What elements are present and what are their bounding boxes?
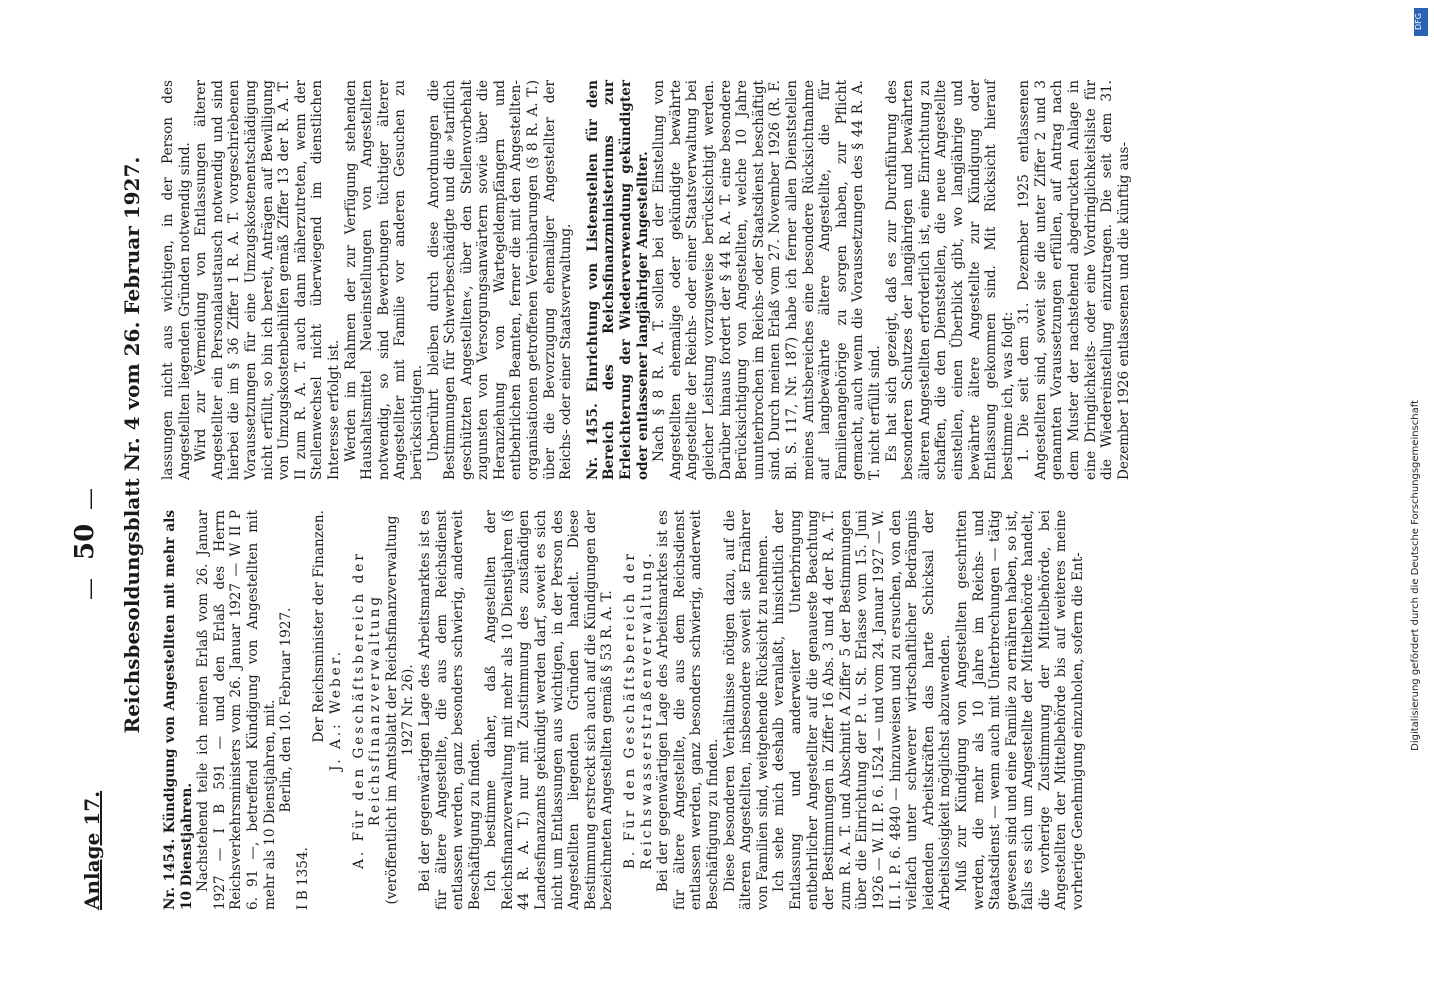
paragraph: Es hat sich gezeigt, daß es zur Durchführung des besonderen Schutzes der langjährigen und bewährten älteren Angestellten erforderlich ist, eine Einrichtung zu schaffen, die den Dienststellen, die neue Angestellte einstellen, einen Überblick gibt, wo langjährige und bewährte ältere Angestellte zur Kündigung oder Entlassung gekommen sind. Mit Rücksicht hierauf bestimme ich, was folgt: bbox=[883, 80, 1016, 480]
section-a-note: (veröffentlicht im Amtsblatt der Reichsfinanzverwaltung 1927 Nr. 26). bbox=[383, 515, 417, 905]
paragraph: Ich bestimme daher, daß Angestellten der Reichsfinanzverwaltung mit mehr als 10 Dienstjahren (§ 44 R. A. T.) nur mit Zustimmung des zuständigen Landesfinanzamts gekündigt werden darf, soweit es sich nicht um Entlassungen aus wichtigen, in der Person des Angestellten liegenden Gründen handelt. Diese Bestimmung erstreckt sich auch auf die Kündigungen der bezeichneten Angestellten gemäß § 53 R. A. T. bbox=[483, 510, 616, 910]
paragraph: Muß zur Kündigung von Angestellten geschritten werden, die mehr als 10 Jahre im Reichs- und Staatsdienst — wenn auch mit Unterbrechungen — tätig gewesen sind und eine Familie zu ernähren haben, so ist, falls es sich um Angestellte der Mittelbehörde handelt, die vorherige Zustimmung der Mittelbehörde, bei Angestellten der Mittelbehörde bis auf weiteres meine vorherige Genehmigung einzuholen, sofern die Ent- bbox=[953, 510, 1087, 910]
page-header bbox=[60, 50, 150, 950]
paragraph: Unberührt bleiben durch diese Anordnungen die Bestimmungen für Schwerbeschädigte und die »tariflich geschützten Angestellten«, über den Stellenvorbehalt zugunsten von Versorgungsanwärtern sowie über die Heranziehung von Wartegeldempfängern und entbehrlichen Beamten, ferner die mit den Angestellten-organisationen getroffenen Vereinbarungen (§ 8 R. A. T.) über die Bevorzugung ehemaliger Angestellter der Reichs- oder einer Staatsverwaltung. bbox=[425, 80, 575, 480]
nr-1454-title: Nr. 1454. Kündigung von Angestellten mit mehr als 10 Dienstjahren. bbox=[162, 510, 195, 910]
page-dash-right: — bbox=[78, 488, 103, 510]
paragraph: Nach § 8 R. A. T. sollen bei der Einstellung von Angestellten ehemalige oder gekündigte bewährte Angestellte der Reichs- oder einer Staatsverwaltung bei gleicher Leistung vorzugsweise berücksichtigt werden. Darüber hinaus fordert der § 44 R. A. T. eine besondere Berücksichtigung von Angestellten, welche 10 Jahre ununterbrochen im Reichs- oder Staatsdienst beschäftigt sind. Durch meinen Erlaß vom 27. November 1926 (R. F. Bl. S. 117, Nr. 187) habe ich ferner allen Dienststellen meines Amtsbereiches eine besondere Rücksichtnahme auf langbewährte ältere Angestellte, die für Familienangehörige zu sorgen haben, zur Pflicht gemacht, auch wenn die Voraussetzungen des § 44 R. A. T. nicht erfüllt sind. bbox=[651, 80, 883, 480]
right-column bbox=[160, 80, 1132, 480]
paragraph: 1. Die seit dem 31. Dezember 1925 entlassenen Angestellten sind, soweit sie die unter Ziffer 2 und 3 genannten Voraussetzungen erfüllen, auf Antrag nach dem Muster der nachstehend abgedruckten Anlage in eine Dringlichkeits- oder eine Vordringlichkeitsliste für die Wiedereinstellung einzutragen. Die seit dem 31. Dezember 1926 entlassenen und die künftig aus- bbox=[1016, 80, 1132, 480]
digitization-sidenote bbox=[1402, 0, 1432, 1000]
left-column bbox=[160, 510, 1087, 910]
anlage-label: Anlage 17. bbox=[80, 790, 104, 910]
rotated-document-page bbox=[60, 50, 1380, 950]
paragraph: Wird zur Vermeidung von Entlassungen älterer Angestellter ein Personalaustausch notwendig und sind hierbei die im § 36 Ziffer 1 R. A. T. vorgeschriebenen Voraussetzungen für eine Umzugskostenentschädigung nicht erfüllt, so bin ich bereit, Anträgen auf Bewilligung von Umzugskostenbeihilfen gemäß Ziffer 13 der R. A. T. II zum R. A. T. auch dann näherzutreten, wenn der Stellenwechsel nicht überwiegend im dienstlichen Interesse erfolgt ist. bbox=[193, 80, 342, 480]
section-b-heading: B. Für den Geschäftsbereich der Reichswasserstraßenverwaltung. bbox=[622, 550, 655, 870]
paragraph: Bei der gegenwärtigen Lage des Arbeitsmarktes ist es für ältere Angestellte, die aus dem Reichsdienst entlassen werden, ganz besonders schwierig, anderweit Beschäftigung zu finden. bbox=[655, 510, 721, 910]
page-number: 50 bbox=[70, 523, 100, 560]
signature: J. A.: Weber. bbox=[327, 648, 344, 772]
page-dash-left: — bbox=[78, 578, 103, 600]
paragraph: lassungen nicht aus wichtigen, in der Person des Angestellten liegenden Gründen notwendig sind. bbox=[160, 80, 193, 480]
running-head: Reichsbesoldungsblatt Nr. 4 vom 26. Februar 1927. bbox=[120, 156, 144, 734]
dfg-logo: DFG bbox=[1414, 8, 1428, 36]
place-date: Berlin, den 10. Februar 1927. bbox=[278, 607, 295, 813]
paragraph: Ich sehe mich deshalb veranlaßt, hinsichtlich der Entlassung und anderweiter Unterbringung entbehrlicher Angestellter auf die genaueste Beachtung der Bestimmungen in Ziffer 16 Abs. 3 und 4 der R. A. T. zum R. A. T. und Abschnitt A Ziffer 5 der Bestimmungen über die Einrichtung der P. u. St. Erlasse vom 15. Juni 1926 — W. II. P. 6. 1524 — und vom 24. Januar 1927 — W. II. I. P. 6. 4840 — hinzuweisen und zu ersuchen, von den vielfach unter schwerer wirtschaftlicher Bedrängnis leidenden Arbeitskräften das harte Schicksal der Arbeitslosigkeit möglichst abzuwenden. bbox=[771, 510, 954, 910]
paragraph: Diese besonderen Verhältnisse nötigen dazu, auf die älteren Angestellten, insbesondere soweit sie Ernährer von Familien sind, weitgehende Rücksicht zu nehmen. bbox=[721, 510, 771, 910]
digitization-credit: Digitalisierung gefördert durch die Deutsche Forschungsgemeinschaft bbox=[1410, 400, 1421, 751]
reference-number: I B 1354. bbox=[294, 847, 311, 910]
minister-title: Der Reichsminister der Finanzen. bbox=[311, 510, 328, 743]
paragraph: Werden im Rahmen der zur Verfügung stehenden Haushaltsmittel Neueinstellungen von Angestellten notwendig, so sind Bewerbungen tüchtiger älterer Angestellter mit Familie vor anderen Gesuchen zu berücksichtigen. bbox=[342, 80, 425, 480]
paragraph: Bei der gegenwärtigen Lage des Arbeitsmarktes ist es für ältere Angestellte, die aus dem Reichsdienst entlassen werden, ganz besonders schwierig, anderweit Beschäftigung zu finden. bbox=[416, 510, 483, 910]
paragraph: Nachstehend teile ich meinen Erlaß vom 26. Januar 1927 — I B 591 — und den Erlaß des Herrn Reichsverkehrsministers vom 26. Januar 1927 — W II P 6. 91 —, betreffend Kündigung von Angestellten mit mehr als 10 Dienstjahren, mit. bbox=[195, 510, 278, 910]
nr-1455-title: Nr. 1455. Einrichtung von Listenstellen für den Bereich des Reichsfinanzministeriums zur Erleichterung der Wiederverwendung gekündigter oder entlassener langjähriger Angestellter. bbox=[584, 80, 651, 480]
section-a-heading: A. Für den Geschäftsbereich der Reichsfinanzverwaltung bbox=[350, 551, 384, 869]
